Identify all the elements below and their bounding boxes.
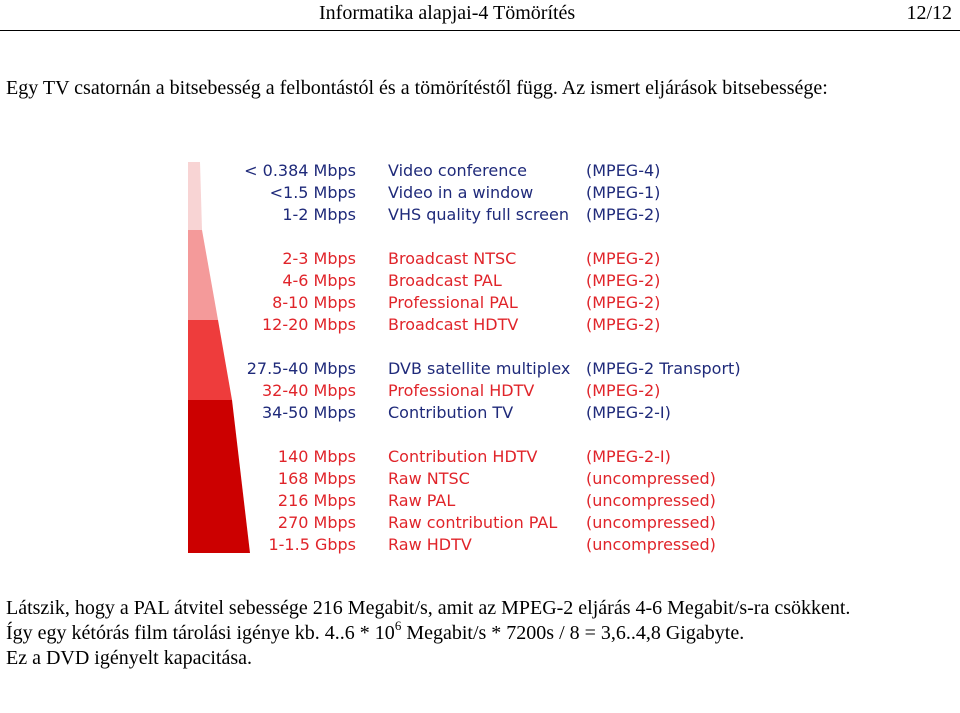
standard-name: (uncompressed) bbox=[586, 513, 716, 532]
application-name: Video in a window bbox=[388, 183, 534, 202]
application-name: Raw PAL bbox=[388, 491, 456, 510]
bitrate-value: 27.5-40 Mbps bbox=[246, 359, 356, 378]
bitrate-value: 8-10 Mbps bbox=[272, 293, 356, 312]
bitrate-value: < 0.384 Mbps bbox=[244, 161, 356, 180]
bitrate-figure bbox=[188, 160, 768, 560]
wedge-band-2 bbox=[188, 230, 218, 320]
standard-name: (MPEG-2) bbox=[586, 293, 661, 312]
application-name: Raw contribution PAL bbox=[388, 513, 558, 532]
application-name: VHS quality full screen bbox=[388, 205, 569, 224]
body-line-1: Látszik, hogy a PAL átvitel sebessége 216 Megabit/s, amit az MPEG-2 eljárás 4-6 Megabit/s-ra csökkent. bbox=[6, 597, 851, 619]
page-header bbox=[0, 0, 960, 30]
body-line-3: Ez a DVD igényelt kapacitása. bbox=[6, 647, 253, 669]
bitrate-value: 1-1.5 Gbps bbox=[268, 535, 356, 554]
header-rule bbox=[0, 30, 960, 31]
application-name: Broadcast NTSC bbox=[388, 249, 517, 268]
bitrate-value: 1-2 Mbps bbox=[282, 205, 356, 224]
bitrate-value: 12-20 Mbps bbox=[261, 315, 356, 334]
wedge-band-4 bbox=[188, 400, 250, 553]
application-name: Raw NTSC bbox=[388, 469, 470, 488]
application-name: Broadcast HDTV bbox=[388, 315, 519, 334]
bitrate-value: 140 Mbps bbox=[277, 447, 356, 466]
body-line-2-post: Megabit/s * 7200s / 8 = 3,6..4,8 Gigabyte. bbox=[401, 622, 745, 644]
standard-name: (MPEG-2-I) bbox=[586, 403, 671, 422]
bitrate-value: 4-6 Mbps bbox=[282, 271, 356, 290]
standard-name: (MPEG-2 Transport) bbox=[586, 359, 741, 378]
intro-paragraph: Egy TV csatornán a bitsebesség a felbontástól és a tömörítéstől függ. Az ismert eljárások bitsebessége: bbox=[6, 77, 828, 99]
standard-name: (uncompressed) bbox=[586, 535, 716, 554]
application-name: Raw HDTV bbox=[388, 535, 472, 554]
bitrate-value: 2-3 Mbps bbox=[282, 249, 356, 268]
standard-name: (MPEG-2) bbox=[586, 381, 661, 400]
standard-name: (uncompressed) bbox=[586, 469, 716, 488]
bitrate-value: 34-50 Mbps bbox=[261, 403, 356, 422]
bitrate-value: 270 Mbps bbox=[277, 513, 356, 532]
standard-name: (MPEG-2-I) bbox=[586, 447, 671, 466]
body-line-2-pre: Így egy kétórás film tárolási igénye kb. 4..6 * 10 bbox=[6, 622, 395, 644]
bitrate-value: 216 Mbps bbox=[277, 491, 356, 510]
standard-name: (MPEG-2) bbox=[586, 249, 661, 268]
bitrate-value: 32-40 Mbps bbox=[261, 381, 356, 400]
document-title: Informatika alapjai-4 Tömörítés bbox=[319, 2, 576, 24]
application-name: Contribution HDTV bbox=[388, 447, 538, 466]
standard-name: (MPEG-4) bbox=[586, 161, 661, 180]
bitrate-value: <1.5 Mbps bbox=[269, 183, 356, 202]
standard-name: (MPEG-2) bbox=[586, 205, 661, 224]
body-text bbox=[6, 596, 951, 671]
standard-name: (MPEG-2) bbox=[586, 271, 661, 290]
application-name: Video conference bbox=[388, 161, 527, 180]
application-name: DVB satellite multiplex bbox=[388, 359, 571, 378]
wedge-band-1 bbox=[188, 162, 202, 230]
page-number: 12/12 bbox=[906, 2, 952, 24]
exponent: 6 bbox=[394, 618, 402, 633]
application-name: Professional PAL bbox=[388, 293, 518, 312]
application-name: Professional HDTV bbox=[388, 381, 535, 400]
wedge-band-3 bbox=[188, 320, 232, 400]
standard-name: (MPEG-2) bbox=[586, 315, 661, 334]
body-line-2 bbox=[6, 618, 951, 646]
application-name: Contribution TV bbox=[388, 403, 514, 422]
standard-name: (MPEG-1) bbox=[586, 183, 661, 202]
standard-name: (uncompressed) bbox=[586, 491, 716, 510]
application-name: Broadcast PAL bbox=[388, 271, 502, 290]
bitrate-value: 168 Mbps bbox=[277, 469, 356, 488]
